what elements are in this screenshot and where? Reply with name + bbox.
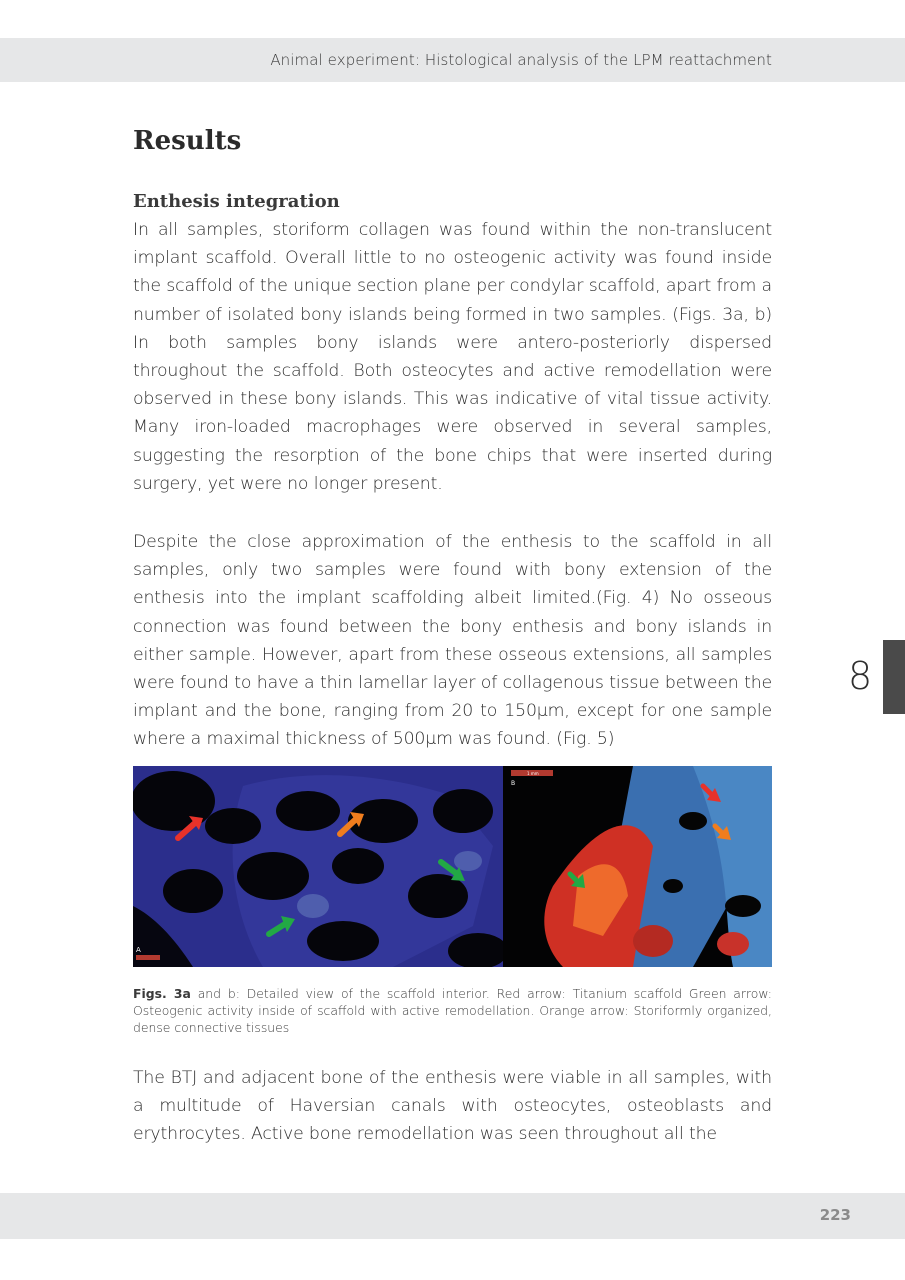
panel-a-image [133, 766, 508, 967]
chapter-number: 8 [848, 654, 873, 698]
page-footer [0, 1193, 905, 1239]
paragraph-3: The BTJ and adjacent bone of the enthesis were viable in all samples, with a multitude of Haversian canals with osteocytes, osteoblasts and erythrocytes. Active bone remodellation was seen throughout all the [133, 1068, 772, 1145]
caption-text: and b: Detailed view of the scaffold interior. Red arrow: Titanium scaffold Green arrow: Osteogenic activity inside of scaffold with active remodellation. Orange arrow: Storiformly organized, dense connective tissues [133, 986, 772, 1035]
panel-a-label: A [136, 946, 141, 954]
panel-b-label: B [511, 780, 516, 787]
panel-b-image [503, 766, 772, 967]
figure-caption [133, 985, 772, 1036]
paragraph-1: In all samples, storiform collagen was found within the non-translucent implant scaffold. Overall little to no osteogenic activity was found inside the scaffold of the unique section plane per condylar scaffold, apart from a number of isolated bony islands being formed in two samples. (Figs. 3a, b) In both samples bony islands were antero-posteriorly dispersed throughout the scaffold. Both osteocytes and active remodellation were observed in these bony islands. This was indicative of vital tissue activity. Many iron-loaded macrophages were observed in several samples, suggesting the resorption of the bone chips that were inserted during surgery, yet were no longer present. [133, 220, 772, 494]
paragraph-2: Despite the close approximation of the enthesis to the scaffold in all samples, only two samples were found with bony extension of the enthesis into the implant scaffolding albeit limited.(Fig. 4) No osseous connection was found between the bony enthesis and bony islands in either sample. However, apart from these osseous extensions, all samples were found to have a thin lamellar layer of collagenous tissue between the implant and the bone, ranging from 20 to 150µm, except for one sample where a maximal thickness of 500µm was found. (Fig. 5) [133, 532, 772, 750]
caption-label: Figs. 3a [133, 986, 191, 1001]
chapter-tab [883, 640, 905, 714]
histology-figure [133, 766, 772, 967]
section-title: Results [133, 126, 242, 156]
running-header [0, 38, 905, 82]
running-title: Animal experiment: Histological analysis of the LPM reattachment [270, 51, 772, 69]
histology-image [133, 766, 772, 967]
page-number: 223 [819, 1206, 851, 1224]
scale-bar-label: 1 mm [527, 771, 539, 776]
subsection-title: Enthesis integration [133, 191, 340, 212]
